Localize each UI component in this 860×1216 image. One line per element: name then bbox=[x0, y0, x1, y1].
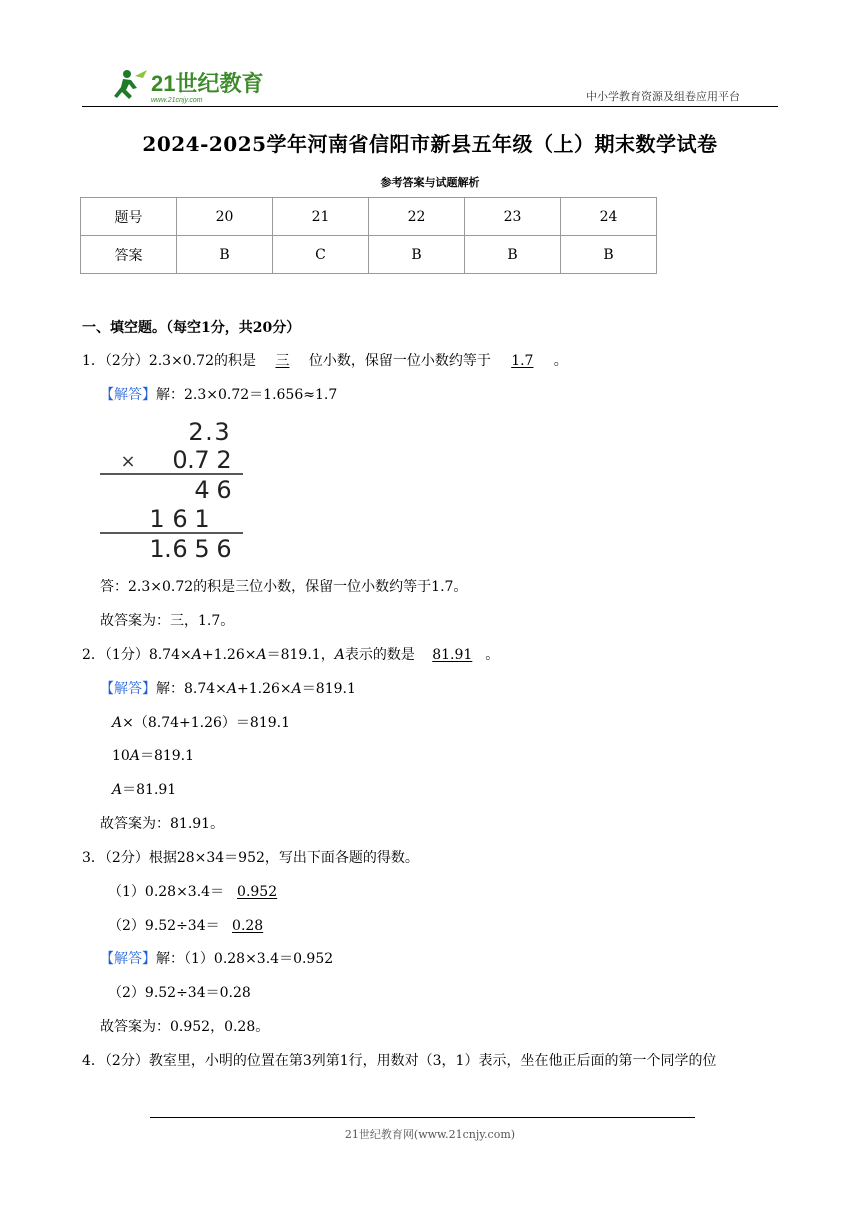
question-number-cell: 20 bbox=[177, 198, 273, 236]
solution-line bbox=[100, 384, 337, 404]
final-answer: 故答案为：81.91。 bbox=[100, 816, 225, 832]
answer-cell: B bbox=[177, 236, 273, 274]
digit: 1 bbox=[149, 505, 165, 533]
digit: 1 bbox=[194, 505, 210, 533]
answer-blank: 1.7 bbox=[511, 353, 534, 369]
variable: A bbox=[112, 715, 123, 731]
table-header-cell: 答案 bbox=[81, 236, 177, 274]
question-text: 位小数，保留一位小数约等于 bbox=[308, 353, 491, 369]
question-4: 4．（2分）教室里，小明的位置在第3列第1行，用数对（3，1）表示，坐在他正后面的第一个同学的位 bbox=[82, 1053, 717, 1069]
answer-cell: C bbox=[273, 236, 369, 274]
digit: 7 bbox=[194, 446, 210, 474]
digit: 6 bbox=[172, 505, 188, 533]
answer-key-table bbox=[80, 197, 657, 274]
variable: A bbox=[226, 681, 238, 697]
digit: 6 bbox=[216, 476, 232, 504]
digit: 3 bbox=[214, 418, 230, 446]
digit: 2 bbox=[216, 446, 232, 474]
question-number-cell: 23 bbox=[465, 198, 561, 236]
answer-blank: 0.28 bbox=[232, 918, 264, 934]
variable: A bbox=[129, 748, 140, 764]
question-text: 1．（2分）2.3×0.72的积是 bbox=[82, 353, 256, 369]
solution-step: （2）9.52÷34＝0.28 bbox=[108, 985, 251, 1001]
header-divider bbox=[82, 106, 778, 107]
final-answer: 故答案为：0.952，0.28。 bbox=[100, 1019, 270, 1035]
section-heading: 一、填空题。（每空1分，共20分） bbox=[82, 320, 301, 336]
variable: A bbox=[334, 647, 345, 663]
solution-tag: 【解答】 bbox=[100, 951, 156, 967]
solution-line bbox=[100, 678, 356, 698]
question-number-cell: 21 bbox=[273, 198, 369, 236]
answer-blank: 0.952 bbox=[237, 884, 278, 900]
variable: A bbox=[191, 647, 202, 663]
table-row bbox=[81, 236, 657, 274]
answer-sentence: 答：2.3×0.72的积是三位小数，保留一位小数约等于1.7。 bbox=[100, 579, 468, 595]
answer-blank: 三 bbox=[275, 353, 290, 369]
question-2 bbox=[82, 644, 499, 664]
decimal-point: . bbox=[187, 446, 195, 474]
question-text: 表示的数是 bbox=[344, 647, 415, 663]
solution-step bbox=[112, 779, 176, 799]
question-part bbox=[108, 915, 276, 935]
solution-text: ×（8.74+1.26）＝819.1 bbox=[122, 715, 291, 731]
page-title: 2024-2025学年河南省信阳市新县五年级（上）期末数学试卷 bbox=[142, 132, 718, 156]
solution-step bbox=[112, 745, 194, 765]
logo-url: www.21cnjy.com bbox=[151, 97, 203, 104]
solution-text: 解：8.74× bbox=[156, 681, 227, 697]
digit: 5 bbox=[194, 535, 210, 562]
answer-cell: B bbox=[561, 236, 657, 274]
solution-step bbox=[112, 712, 290, 732]
solution-text: +1.26× bbox=[237, 681, 292, 697]
question-text: （1）0.28×3.4＝ bbox=[108, 884, 225, 900]
footer-divider bbox=[150, 1117, 695, 1118]
question-text: 。 bbox=[553, 353, 568, 369]
solution-tag: 【解答】 bbox=[100, 387, 156, 403]
footer-text: 21世纪教育网(www.21cnjy.com) bbox=[344, 1128, 516, 1141]
page-subtitle: 参考答案与试题解析 bbox=[380, 176, 480, 189]
site-logo bbox=[113, 66, 263, 106]
variable: A bbox=[291, 681, 302, 697]
question-text: 。 bbox=[485, 647, 500, 663]
solution-tag: 【解答】 bbox=[100, 681, 156, 697]
solution-text: 解：（1）0.28×3.4＝0.952 bbox=[156, 951, 334, 967]
runner-icon bbox=[114, 70, 147, 99]
logo-text: 21世纪教育 bbox=[151, 71, 263, 96]
decimal-point: . bbox=[164, 535, 172, 562]
digit: 0 bbox=[172, 446, 188, 474]
variable: A bbox=[256, 647, 267, 663]
digit: 1 bbox=[149, 535, 165, 562]
solution-text: 解：2.3×0.72＝1.656≈1.7 bbox=[156, 387, 338, 403]
vertical-multiplication bbox=[100, 412, 250, 562]
solution-text: ＝81.91 bbox=[122, 782, 177, 798]
question-part bbox=[108, 881, 290, 901]
digit: 4 bbox=[194, 476, 210, 504]
question-number-cell: 22 bbox=[369, 198, 465, 236]
answer-cell: B bbox=[465, 236, 561, 274]
question-3: 3．（2分）根据28×34＝952，写出下面各题的得数。 bbox=[82, 850, 419, 866]
digit: 6 bbox=[172, 535, 188, 562]
answer-cell: B bbox=[369, 236, 465, 274]
decimal-point: . bbox=[205, 418, 213, 446]
question-text: （2）9.52÷34＝ bbox=[108, 918, 220, 934]
answer-blank: 81.91 bbox=[432, 647, 473, 663]
times-sign: × bbox=[120, 451, 136, 472]
question-text: ＝819.1， bbox=[266, 647, 335, 663]
solution-text: 10 bbox=[112, 748, 130, 764]
solution-text: ＝819.1 bbox=[139, 748, 195, 764]
digit: 2 bbox=[188, 418, 204, 446]
question-text: +1.26× bbox=[201, 647, 257, 663]
solution-line bbox=[100, 948, 333, 968]
question-text: 2．（1分）8.74× bbox=[82, 647, 192, 663]
solution-text: ＝819.1 bbox=[301, 681, 356, 697]
table-row bbox=[81, 198, 657, 236]
question-number-cell: 24 bbox=[561, 198, 657, 236]
final-answer: 故答案为：三，1.7。 bbox=[100, 613, 235, 629]
header-tagline: 中小学教育资源及组卷应用平台 bbox=[586, 90, 740, 103]
variable: A bbox=[112, 782, 123, 798]
table-header-cell: 题号 bbox=[81, 198, 177, 236]
digit: 6 bbox=[216, 535, 232, 562]
question-1 bbox=[82, 350, 568, 370]
